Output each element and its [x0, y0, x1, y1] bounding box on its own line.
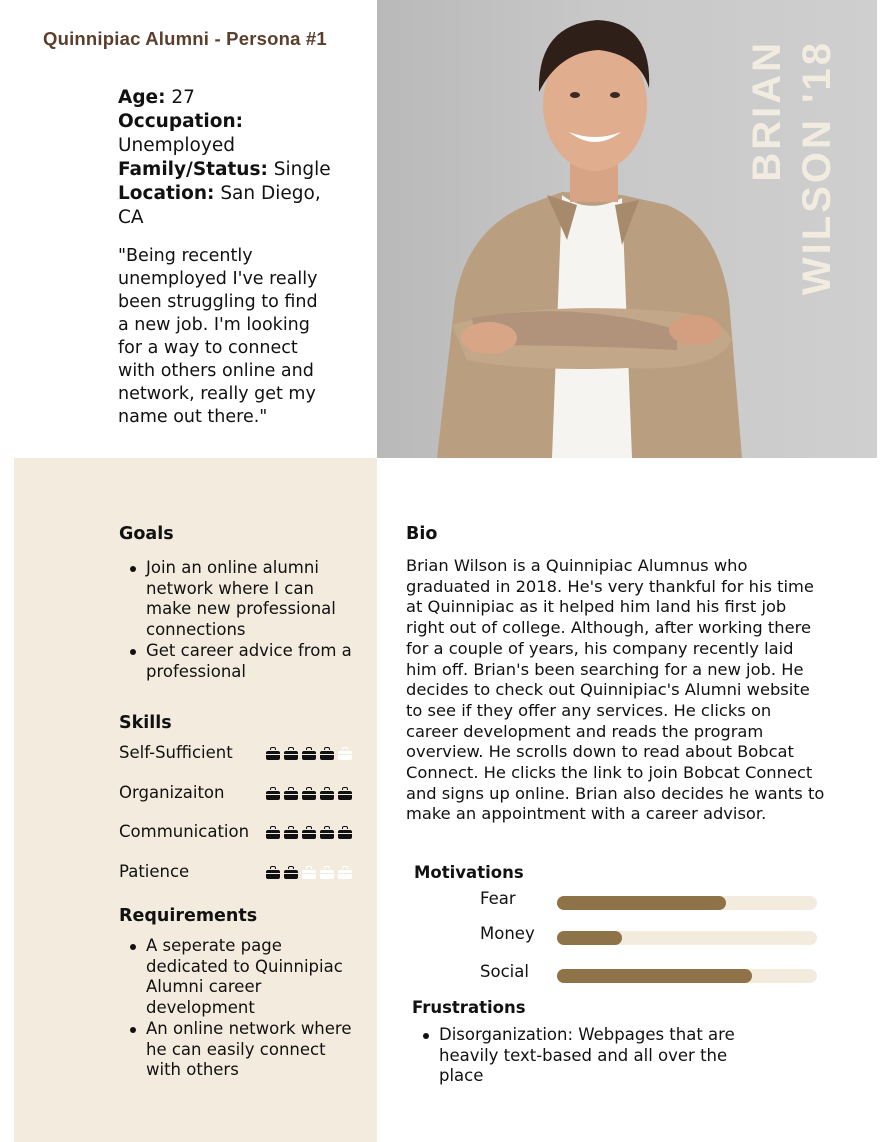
- briefcase-icon: [337, 826, 353, 839]
- briefcase-icon: [301, 866, 317, 879]
- briefcase-icon: [337, 787, 353, 800]
- motivation-track: [557, 931, 817, 945]
- requirements-section: [119, 906, 364, 1081]
- family-value: Single: [273, 159, 331, 180]
- motivations-heading: Motivations: [414, 863, 524, 882]
- briefcase-icon: [265, 787, 281, 800]
- skill-label: Organizaiton: [119, 783, 225, 802]
- persona-quote: "Being recently unemployed I've really been struggling to find a new job. I'm looking for a way to connect with others online and network, really get my name out there.": [118, 246, 318, 427]
- frustrations-heading: Frustrations: [412, 998, 526, 1017]
- briefcase-icon: [265, 747, 281, 760]
- age-value: 27: [171, 87, 195, 108]
- motivation-label: Social: [480, 962, 529, 981]
- skill-row: [119, 822, 359, 846]
- persona-name: [742, 40, 852, 310]
- bio-text: Brian Wilson is a Quinnipiac Alumnus who graduated in 2018. He's very thankful for his time at Quinnipiac as it helped him land his first job right out of college. Although, after working there for a couple of years, his company recently laid him off. Brian's been searching for a new job. He decides to check out Quinnipiac's Alumni website to see if they offer any services. He clicks on career development and reads the program overview. He scrolls down to read about Bobcat Connect. He clicks the link to join Bobcat Connect and signs up online. Brian also decides he wants to make an appointment with a career advisor.: [406, 556, 825, 824]
- skill-rating: [265, 787, 353, 800]
- location-value: San Diego, CA: [118, 183, 321, 228]
- motivation-fill: [557, 896, 726, 910]
- briefcase-icon: [319, 747, 335, 760]
- skill-rating: [265, 747, 353, 760]
- list-item: Get career advice from a professional: [119, 641, 364, 682]
- motivation-track: [557, 896, 817, 910]
- requirements-heading: Requirements: [119, 906, 258, 926]
- briefcase-icon: [283, 747, 299, 760]
- motivation-label: Fear: [480, 889, 516, 908]
- skill-label: Self-Sufficient: [119, 743, 233, 762]
- persona-last-name: WILSON '18: [795, 40, 839, 296]
- age-label: Age:: [118, 87, 166, 108]
- persona-first-name: BRIAN: [745, 40, 789, 182]
- frustrations-list: [412, 1025, 792, 1087]
- briefcase-icon: [265, 826, 281, 839]
- briefcase-icon: [301, 826, 317, 839]
- briefcase-icon: [319, 826, 335, 839]
- skill-rating: [265, 826, 353, 839]
- skill-rating: [265, 866, 353, 879]
- list-item: Join an online alumni network where I can make new professional connections: [119, 558, 364, 641]
- briefcase-icon: [319, 866, 335, 879]
- motivation-track: [557, 969, 817, 983]
- page-title: Quinnipiac Alumni - Persona #1: [43, 28, 327, 49]
- skill-row: [119, 862, 359, 886]
- briefcase-icon: [301, 747, 317, 760]
- briefcase-icon: [319, 787, 335, 800]
- skill-row: [119, 783, 359, 807]
- list-item: Disorganization: Webpages that are heavily text-based and all over the place: [412, 1025, 792, 1087]
- skills-heading: Skills: [119, 713, 172, 733]
- family-row: [118, 158, 333, 182]
- bio-heading: Bio: [406, 524, 438, 544]
- briefcase-icon: [283, 787, 299, 800]
- list-item: A seperate page dedicated to Quinnipiac Alumni career development: [119, 936, 364, 1019]
- briefcase-icon: [283, 866, 299, 879]
- motivation-row: [480, 924, 820, 948]
- skill-row: [119, 743, 359, 767]
- occupation-value: Unemployed: [118, 135, 235, 156]
- requirements-list: [119, 936, 364, 1081]
- briefcase-icon: [283, 826, 299, 839]
- briefcase-icon: [301, 787, 317, 800]
- motivation-row: [480, 962, 820, 986]
- briefcase-icon: [337, 747, 353, 760]
- briefcase-icon: [337, 866, 353, 879]
- motivation-label: Money: [480, 924, 535, 943]
- list-item: An online network where he can easily connect with others: [119, 1019, 364, 1081]
- motivation-fill: [557, 969, 752, 983]
- age-row: [118, 86, 333, 110]
- occupation-label: Occupation:: [118, 111, 244, 132]
- briefcase-icon: [265, 866, 281, 879]
- goals-list: [119, 558, 364, 682]
- family-label: Family/Status:: [118, 159, 268, 180]
- frustrations-section: [412, 998, 792, 1087]
- motivation-row: [480, 889, 820, 913]
- occupation-row: [118, 110, 333, 158]
- goals-heading: Goals: [119, 524, 174, 544]
- motivation-fill: [557, 931, 622, 945]
- skill-label: Patience: [119, 862, 190, 881]
- skill-label: Communication: [119, 822, 250, 841]
- persona-info: [118, 86, 333, 230]
- location-row: [118, 182, 333, 230]
- goals-section: [119, 524, 364, 682]
- location-label: Location:: [118, 183, 215, 204]
